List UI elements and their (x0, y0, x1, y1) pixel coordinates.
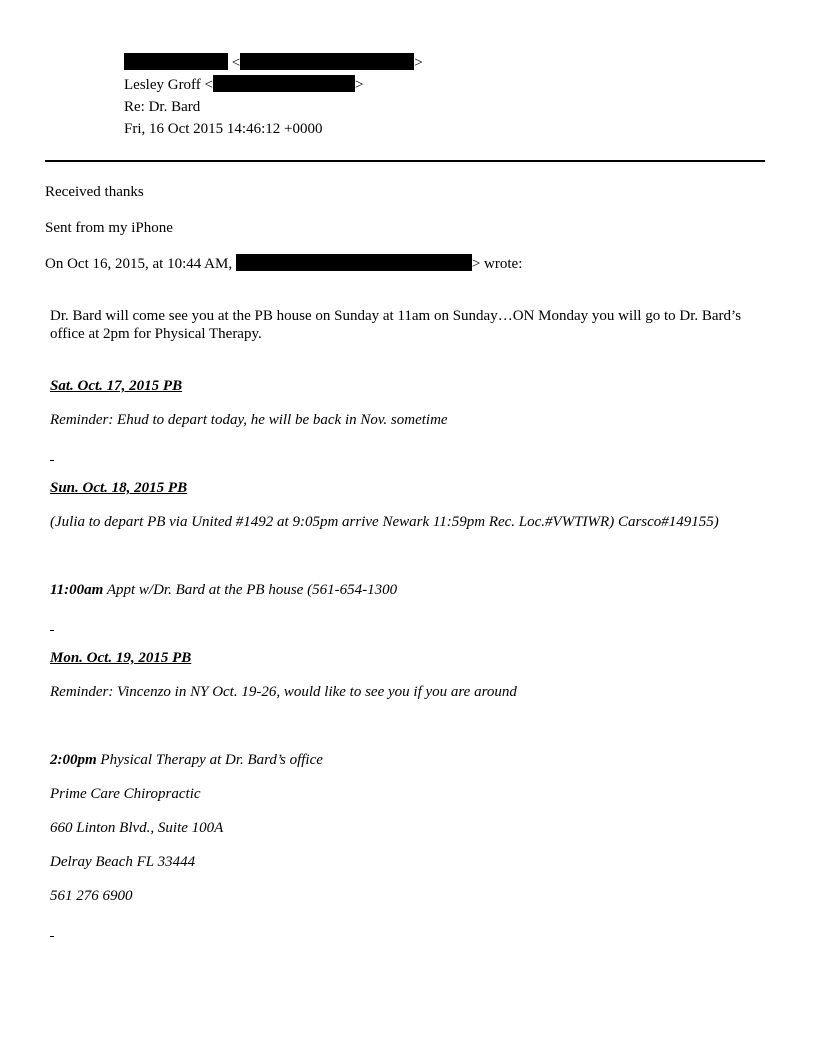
address-name: Prime Care Chiropractic (50, 786, 201, 802)
redaction-block (124, 53, 228, 70)
sun-appointment (50, 580, 397, 600)
from-open-bracket: < (231, 55, 241, 71)
subject-value: Re: Dr. Bard (124, 99, 201, 115)
from-value (124, 53, 423, 73)
separator-dash (50, 630, 54, 631)
mon-appt-text: Physical Therapy at Dr. Bard’s office (96, 752, 323, 768)
sat-heading: Sat. Oct. 17, 2015 PB (50, 378, 183, 394)
wrote-suffix: > wrote: (471, 256, 523, 272)
redaction-block (213, 75, 355, 92)
sun-heading: Sun. Oct. 18, 2015 PB (50, 480, 188, 496)
intro-paragraph: Dr. Bard will come see you at the PB house on Sunday at 11am on Sunday…ON Monday you will go to Dr. Bard’s office at 2pm for Physical Therapy. (50, 308, 742, 342)
to-close-bracket: > (355, 77, 364, 93)
redaction-block (240, 53, 414, 70)
separator-dash (50, 460, 54, 461)
quote-attribution (45, 254, 522, 274)
date-value: Fri, 16 Oct 2015 14:46:12 +0000 (124, 121, 323, 137)
mon-reminder: Reminder: Vincenzo in NY Oct. 19-26, would like to see you if you are around (50, 684, 517, 700)
wrote-prefix: On Oct 16, 2015, at 10:44 AM, (45, 256, 233, 272)
mon-appointment (50, 750, 323, 770)
mon-heading: Mon. Oct. 19, 2015 PB (50, 650, 192, 666)
sun-appt-text: Appt w/Dr. Bard at the PB house (561-654-1300 (103, 582, 398, 598)
address-phone: 561 276 6900 (50, 888, 133, 904)
redaction-block (236, 254, 472, 271)
sent-from-text: Sent from my iPhone (45, 220, 173, 236)
sun-time: 11:00am (50, 582, 104, 598)
address-city: Delray Beach FL 33444 (50, 854, 196, 870)
mon-time: 2:00pm (50, 752, 97, 768)
sun-note: (Julia to depart PB via United #1492 at 9:05pm arrive Newark 11:59pm Rec. Loc.#VWTIWR) Carsco#149155) (50, 514, 719, 530)
header-divider (45, 160, 765, 162)
received-text: Received thanks (45, 184, 144, 200)
from-close-bracket: > (414, 55, 423, 71)
address-street: 660 Linton Blvd., Suite 100A (50, 820, 224, 836)
to-value (124, 75, 363, 95)
separator-dash (50, 936, 54, 937)
sat-reminder: Reminder: Ehud to depart today, he will be back in Nov. sometime (50, 412, 448, 428)
to-name: Lesley Groff < (124, 77, 213, 93)
